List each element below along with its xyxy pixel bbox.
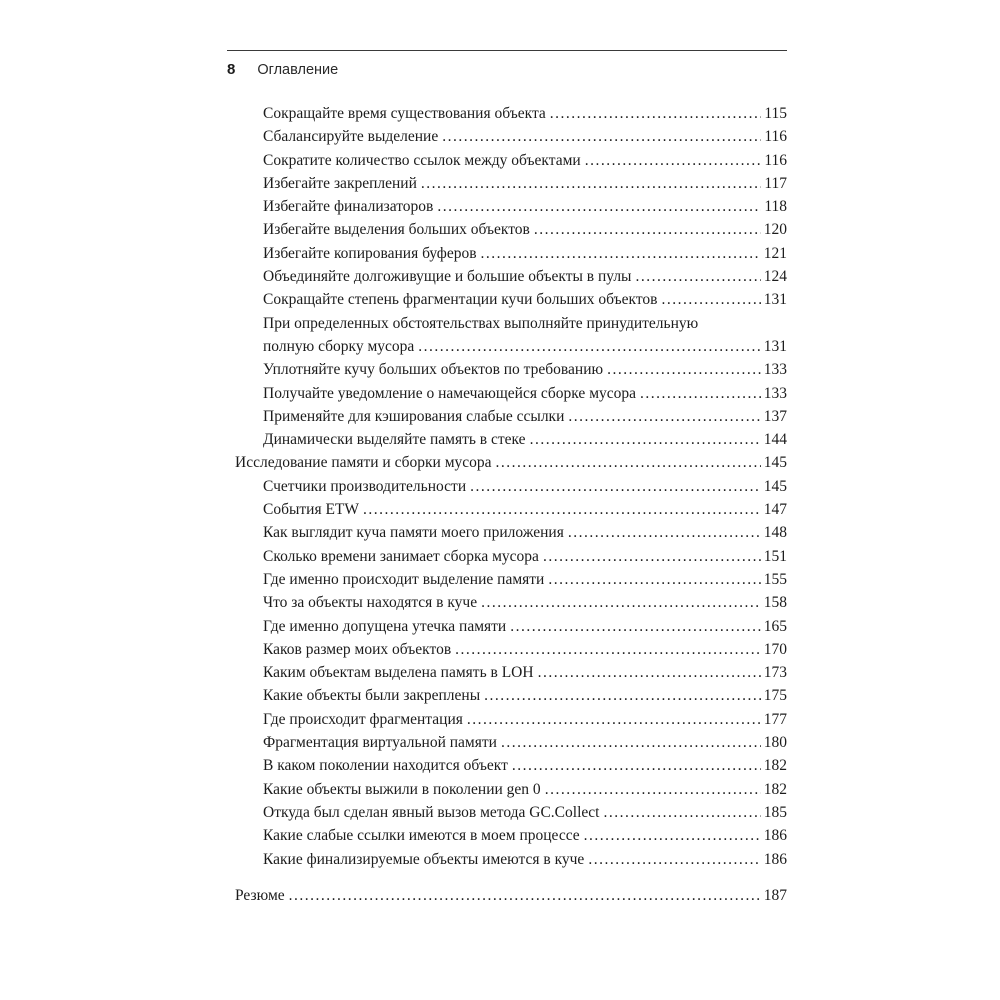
toc-entry-row: [227, 684, 787, 707]
dot-leader: [481, 242, 761, 265]
toc-entry-row: [227, 172, 787, 195]
toc-entry-page: 131: [763, 291, 787, 309]
toc-entry-row: [227, 778, 787, 801]
toc-entry-title: Откуда был сделан явный вызов метода GC.Collect: [263, 803, 600, 821]
toc-entry-page: 116: [764, 151, 787, 169]
dot-leader: [640, 382, 761, 405]
toc-entry-row: [227, 521, 787, 544]
dot-leader: [568, 405, 760, 428]
toc-entry-page: 155: [763, 570, 787, 588]
dot-leader: [289, 884, 761, 907]
toc-entry-title: Избегайте финализаторов: [263, 198, 434, 216]
toc-entry-title: Исследование памяти и сборки мусора: [235, 454, 492, 472]
toc-entry-row: [227, 661, 787, 684]
toc-entry-row: [227, 195, 787, 218]
dot-leader: [418, 335, 760, 358]
toc-entry-title: Какие объекты выжили в поколении gen 0: [263, 780, 541, 798]
dot-leader: [661, 288, 760, 311]
toc-entry-row: [227, 754, 787, 777]
dot-leader: [530, 428, 761, 451]
toc-entry-row: [227, 801, 787, 824]
toc-entry-title: При определенных обстоятельствах выполняйте принудительную: [263, 314, 699, 332]
dot-leader: [470, 475, 761, 498]
toc-entry-title: Сокращайте время существования объекта: [263, 105, 546, 122]
toc-entry-title: Объединяйте долгоживущие и большие объекты в пулы: [263, 268, 632, 286]
dot-leader: [467, 708, 761, 731]
toc-entry-title: Фрагментация виртуальной памяти: [263, 734, 497, 752]
toc-entry-title: Где происходит фрагментация: [263, 710, 463, 728]
toc-entry-row: [227, 288, 787, 311]
toc-entry-title: Избегайте копирования буферов: [263, 244, 477, 262]
toc-entry-page: 145: [763, 477, 787, 495]
toc-entry-row: [227, 358, 787, 381]
dot-leader: [607, 358, 761, 381]
toc-entry-row: [227, 848, 787, 871]
toc-entry-title: Какие объекты были закреплены: [263, 687, 481, 705]
page-number: 8: [227, 61, 236, 78]
toc-entry-title: Что за объекты находятся в куче: [263, 594, 478, 612]
toc-entry-row: [227, 218, 787, 241]
toc-entry-row: [227, 335, 787, 358]
toc-entry-page: 145: [763, 454, 787, 472]
toc-entry-page: 124: [763, 268, 787, 286]
toc-entry-title: Избегайте выделения больших объектов: [263, 221, 530, 239]
dot-leader: [548, 568, 760, 591]
toc-entry-row: [227, 568, 787, 591]
toc-entry-page: 177: [763, 710, 787, 728]
toc-entry-page: 137: [763, 407, 787, 425]
toc-entry-title: полную сборку мусора: [263, 337, 415, 355]
toc-entry-page: 170: [763, 640, 787, 658]
toc-entry-row: [227, 498, 787, 521]
toc-entry-title: Каким объектам выделена память в LOH: [263, 664, 534, 682]
toc-entry-row: [227, 125, 787, 148]
toc-entry-row: [227, 451, 787, 474]
toc-entry-page: 185: [763, 803, 787, 821]
toc-entry-row: [227, 102, 787, 125]
dot-leader: [585, 149, 762, 172]
dot-leader: [421, 172, 761, 195]
toc-entry-title: Резюме: [235, 886, 285, 904]
toc-entry-row: [227, 708, 787, 731]
dot-leader: [442, 125, 761, 148]
toc-entry-page: 182: [763, 757, 787, 775]
dot-leader: [588, 848, 760, 871]
toc-entry-page: 117: [764, 174, 787, 192]
dot-leader: [501, 731, 761, 754]
dot-leader: [543, 545, 761, 568]
toc-entry-row: [227, 382, 787, 405]
toc-entry-title: События ETW: [263, 501, 360, 519]
toc-entry-page: 131: [763, 337, 787, 355]
dot-leader: [437, 195, 761, 218]
toc-entry-title: Избегайте закреплений: [263, 174, 417, 192]
toc-entry-title: Получайте уведомление о намечающейся сборке мусора: [263, 384, 637, 402]
toc-list: [227, 102, 787, 907]
toc-entry-row: [227, 405, 787, 428]
toc-entry-row: [227, 312, 787, 335]
dot-leader: [568, 521, 761, 544]
running-head: [227, 50, 787, 78]
toc-entry-page: 173: [763, 664, 787, 682]
toc-entry-page: 144: [763, 431, 787, 449]
toc-entry-page: 133: [763, 361, 787, 379]
toc-entry-title: Сбалансируйте выделение: [263, 128, 439, 146]
toc-entry-title: Сокращайте степень фрагментации кучи больших объектов: [263, 291, 658, 309]
toc-entry-title: Сократите количество ссылок между объектами: [263, 151, 581, 169]
toc-entry-row: [227, 475, 787, 498]
toc-entry-title: В каком поколении находится объект: [263, 757, 508, 775]
dot-leader: [481, 591, 761, 614]
dot-leader: [496, 451, 761, 474]
dot-leader: [534, 218, 761, 241]
toc-entry-title: Где именно происходит выделение памяти: [263, 570, 545, 588]
toc-entry-row: [227, 731, 787, 754]
toc-entry-page: 187: [763, 886, 787, 904]
toc-entry-title: Каков размер моих объектов: [263, 640, 452, 658]
toc-entry-title: Как выглядит куча памяти моего приложения: [263, 524, 564, 542]
toc-entry-page: 115: [764, 105, 787, 122]
toc-entry-row: [227, 149, 787, 172]
toc-entry-page: 151: [763, 547, 787, 565]
toc-entry-page: 165: [763, 617, 787, 635]
page-content: [227, 50, 787, 907]
toc-entry-page: 121: [763, 244, 787, 262]
toc-entry-row: [227, 591, 787, 614]
toc-entry-page: 118: [764, 198, 787, 216]
running-head-title: Оглавление: [257, 62, 339, 78]
toc-entry-title: Применяйте для кэширования слабые ссылки: [263, 407, 565, 425]
toc-entry-row: [227, 824, 787, 847]
toc-entry-row: [227, 265, 787, 288]
dot-leader: [550, 102, 762, 125]
dot-leader: [635, 265, 760, 288]
toc-entry-title: Где именно допущена утечка памяти: [263, 617, 507, 635]
dot-leader: [584, 824, 761, 847]
toc-entry-page: 182: [763, 780, 787, 798]
toc-entry-row: [227, 615, 787, 638]
toc-entry-row: [227, 242, 787, 265]
toc-entry-row: [227, 545, 787, 568]
dot-leader: [538, 661, 761, 684]
toc-entry-page: 180: [763, 734, 787, 752]
toc-entry-page: 116: [764, 128, 787, 146]
dot-leader: [363, 498, 761, 521]
dot-leader: [603, 801, 760, 824]
toc-entry-row: [227, 428, 787, 451]
toc-entry-page: 158: [763, 594, 787, 612]
dot-leader: [512, 754, 761, 777]
toc-entry-title: Динамически выделяйте память в стеке: [263, 431, 526, 449]
dot-leader: [484, 684, 761, 707]
toc-entry-page: 186: [763, 850, 787, 868]
toc-entry-title: Сколько времени занимает сборка мусора: [263, 547, 539, 565]
dot-leader: [510, 615, 761, 638]
toc-entry-page: 147: [763, 501, 787, 519]
toc-entry-title: Уплотняйте кучу больших объектов по требованию: [263, 361, 604, 379]
toc-entry-row: [227, 638, 787, 661]
toc-entry-page: 120: [763, 221, 787, 239]
dot-leader: [455, 638, 761, 661]
toc-entry-page: 148: [763, 524, 787, 542]
toc-entry-title: Какие слабые ссылки имеются в моем процессе: [263, 827, 580, 845]
toc-entry-page: 175: [763, 687, 787, 705]
toc-entry-page: 133: [763, 384, 787, 402]
toc-entry-row: [227, 884, 787, 907]
toc-entry-title: Какие финализируемые объекты имеются в куче: [263, 850, 585, 868]
toc-entry-page: 186: [763, 827, 787, 845]
toc-entry-title: Счетчики производительности: [263, 477, 467, 495]
dot-leader: [545, 778, 761, 801]
